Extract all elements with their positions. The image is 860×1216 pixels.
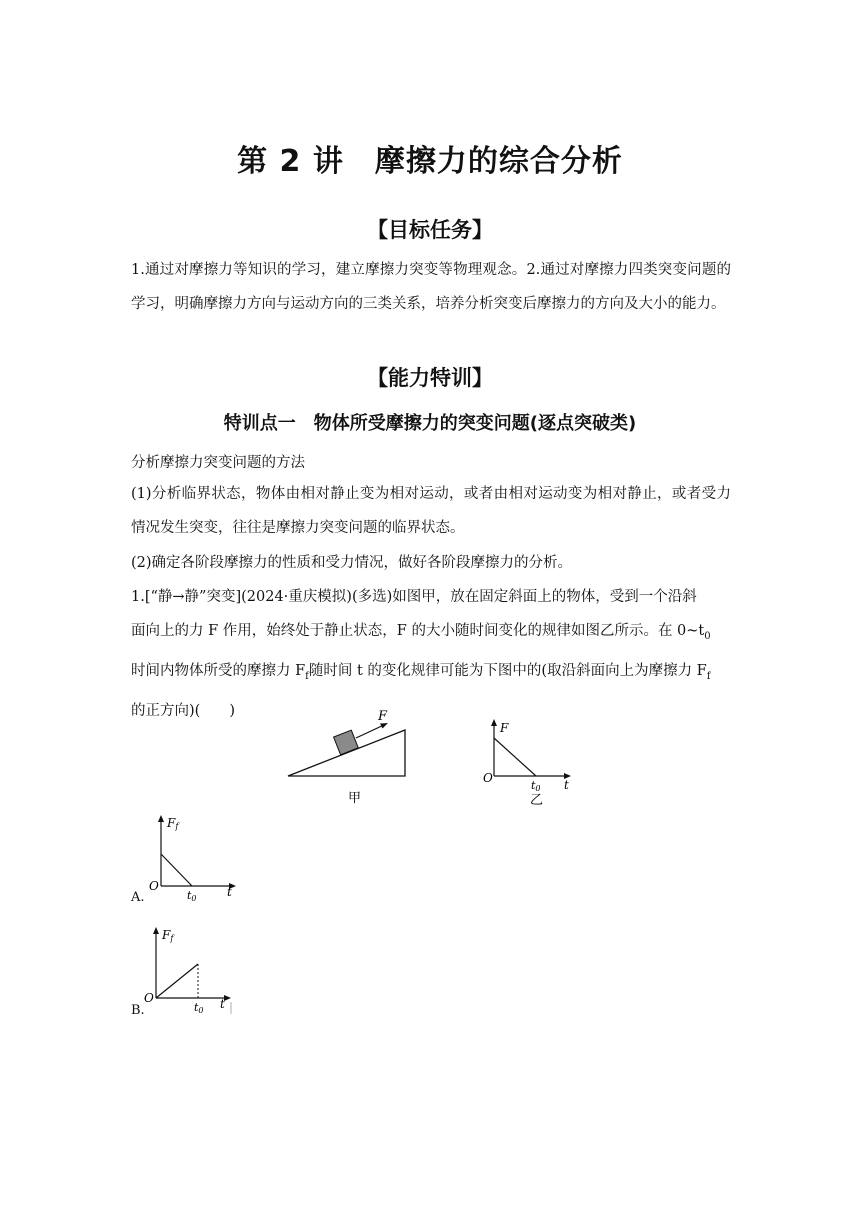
f-line [494,738,536,776]
t0-label: t0 [187,889,197,902]
method-step-2: (2)确定各阶段摩擦力的性质和受力情况，做好各阶段摩擦力的分析。 [131,555,573,571]
goal-text: 1.通过对摩擦力等知识的学习，建立摩擦力突变等物理观念。2.通过对摩擦力四类突变问题的学习，明确摩擦力方向与运动方向的三类关系，培养分析突变后摩擦力的方向及大小的能力。 [131,262,731,312]
question-line-3: 时间内物体所受的摩擦力 $F_f$随时间 t 的变化规律可能为下图中的(取沿斜面向上为摩擦力 $F_f$ [131,662,711,682]
option-b-label: B. [131,1003,145,1018]
point-heading: 特训点一 物体所受摩擦力的突变问题(逐点突破类) [223,413,637,434]
t-label: t [564,778,569,792]
page-title: 第 2 讲 摩擦力的综合分析 [237,144,623,179]
figure-jia-incline [280,708,420,804]
method-step-1: (1)分析临界状态，物体由相对静止变为相对运动，或者由相对运动变为相对静止，或者受力情况发生突变，往往是摩擦力突变问题的临界状态。 [131,486,731,536]
t-label: t [220,997,225,1011]
origin-label: O [483,771,493,785]
ff-label: Ff [167,816,179,831]
question-line-1: 1.[“静→静”突变](2024·重庆模拟)(多选)如图甲，放在固定斜面上的物体，受到一个沿斜 [131,589,697,605]
origin-label: O [144,991,154,1005]
yi-label: 乙 [530,793,544,808]
t0-label: t0 [531,779,541,793]
block [334,730,359,755]
ability-heading: 【能力特训】 [367,366,493,390]
question-line-4: 的正方向)( ) [131,702,235,719]
option-a-graph [145,810,240,902]
ff-label: Ff [162,928,174,943]
t0-label: t0 [194,1001,204,1015]
ff-line [156,964,198,998]
ff-line [161,854,192,886]
option-a-label: A. [131,890,145,905]
option-b-graph [140,922,240,1018]
method-title: 分析摩擦力突变问题的方法 [131,455,305,471]
t-label: t [227,885,232,899]
goal-heading: 【目标任务】 [367,218,493,242]
question-line-2: 面向上的力 F 作用，始终处于静止状态，F 的大小随时间变化的规律如图乙所示。在 $0\sim t_0$ [131,623,711,642]
origin-label: O [149,879,159,893]
figure-yi-graph [480,716,575,808]
y-label: F [500,721,509,735]
question-1 [131,580,731,728]
force-label: F [378,709,388,724]
jia-label: 甲 [348,791,362,804]
